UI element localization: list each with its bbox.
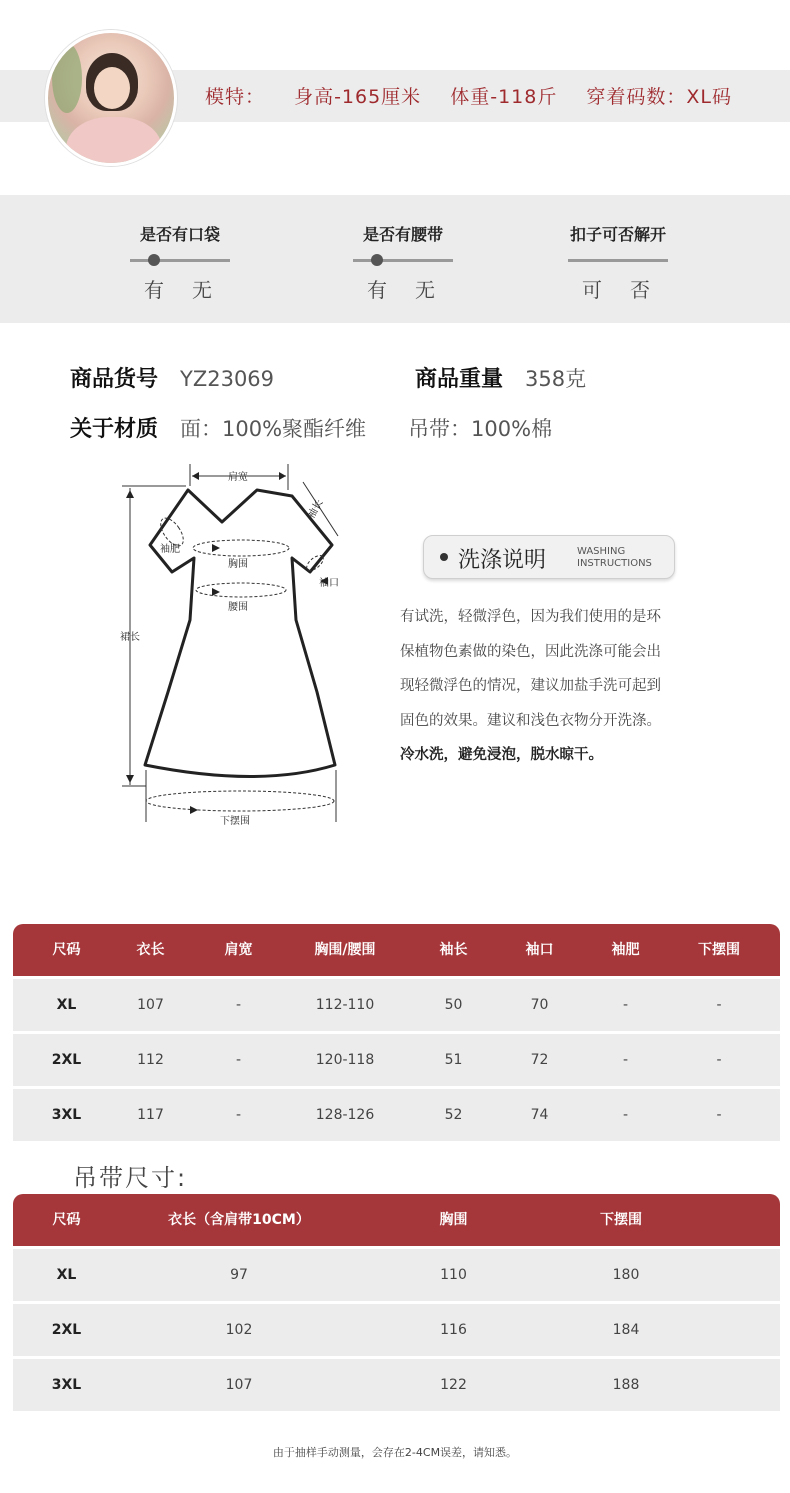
arrow-heads (126, 472, 328, 814)
label-dress-length: 裙长 (120, 632, 140, 643)
material-row (70, 412, 552, 443)
option-slider (568, 259, 668, 262)
table-cell: 122 (440, 1377, 467, 1393)
table-row (13, 1089, 780, 1141)
table-cell: - (622, 997, 629, 1013)
sku-value: YZ23069 (180, 367, 275, 391)
table-cell: 3XL (51, 1377, 82, 1393)
option-buttons (553, 222, 683, 303)
model-height: 身高-165厘米 (294, 86, 422, 108)
table-cell: 110 (440, 1267, 467, 1283)
table-cell: 128-126 (315, 1107, 375, 1123)
strap-size-table (13, 1194, 780, 1411)
label-waist: 腰围 (228, 602, 248, 613)
table-cell: XL (56, 1267, 77, 1283)
header-cell: 胸围 (439, 1212, 468, 1228)
option-question: 扣子可否解开 (569, 225, 666, 244)
dress-outline (145, 490, 335, 777)
table-cell: 107 (137, 997, 164, 1013)
washing-bold-line: 冷水洗，避免浸泡，脱水晾干。 (400, 747, 603, 763)
table-cell: - (235, 997, 242, 1013)
header-cell: 胸围/腰围 (314, 942, 376, 958)
washing-en-line1: WASHING (577, 546, 626, 557)
table-cell: 116 (440, 1322, 467, 1338)
label-hem: 下摆围 (220, 816, 250, 827)
strap-table-header (13, 1194, 780, 1246)
option-question: 是否有口袋 (139, 225, 220, 244)
table-row (13, 1249, 780, 1301)
table-cell: 102 (225, 1322, 253, 1338)
header-cell: 袖长 (439, 942, 468, 958)
table-cell: - (716, 1052, 722, 1068)
table-cell: - (622, 1107, 629, 1123)
table-cell: 184 (612, 1322, 640, 1338)
header-cell: 下摆围 (600, 1212, 642, 1228)
table-cell: 97 (230, 1267, 248, 1283)
material-face: 面：100%聚酯纤维 (180, 417, 367, 441)
table-cell: 3XL (51, 1107, 82, 1123)
option-slider (130, 259, 230, 262)
table-cell: 112-110 (315, 997, 375, 1013)
table-cell: 107 (225, 1377, 253, 1393)
table-cell: 50 (444, 997, 463, 1013)
header-cell: 衣长 (136, 942, 165, 958)
label-shoulder: 肩宽 (228, 472, 248, 483)
washing-line: 有试洗，轻微浮色，因为我们使用的是环 (400, 609, 661, 625)
header-cell: 下摆围 (698, 942, 740, 958)
table-cell: - (716, 997, 722, 1013)
bullet-icon (440, 553, 448, 561)
material-label: 关于材质 (70, 417, 159, 442)
option-answer: 有 (144, 278, 168, 302)
label-sleeve-length: 袖长 (306, 497, 326, 521)
table-row (13, 1359, 780, 1411)
table-cell: 70 (530, 997, 549, 1013)
model-photo (45, 30, 177, 166)
size-table-header (13, 924, 780, 976)
option-slider (353, 259, 453, 262)
washing-title: 洗涤说明 (458, 548, 547, 573)
table-cell: 2XL (51, 1052, 82, 1068)
weight-label: 商品重量 (415, 367, 504, 392)
option-pocket (115, 222, 245, 303)
sku-row (70, 362, 274, 393)
strap-size-title: 吊带尺寸: (73, 1164, 188, 1192)
table-cell: - (235, 1052, 242, 1068)
model-size: 穿着码数：XL码 (586, 86, 733, 108)
table-cell: XL (56, 997, 77, 1013)
table-row (13, 979, 780, 1031)
washing-line: 固色的效果。建议和浅色衣物分开洗涤。 (400, 712, 661, 729)
table-cell: 188 (612, 1377, 640, 1393)
washing-en-line2: INSTRUCTIONS (577, 558, 652, 569)
slider-knob (148, 254, 160, 266)
table-cell: 2XL (51, 1322, 82, 1338)
label-cuff: 袖口 (319, 578, 339, 589)
option-question: 是否有腰带 (362, 225, 443, 244)
table-cell: 180 (612, 1267, 640, 1283)
model-info (205, 82, 754, 109)
header-cell: 尺码 (52, 942, 81, 958)
weight-row (415, 362, 586, 393)
option-answer: 可 (582, 278, 606, 302)
option-answer: 否 (630, 278, 654, 302)
washing-text (400, 600, 710, 773)
header-cell: 袖肥 (611, 942, 640, 958)
label-bicep: 袖肥 (160, 544, 180, 555)
table-cell: 112 (137, 1052, 164, 1068)
table-cell: 72 (530, 1052, 549, 1068)
table-row (13, 1304, 780, 1356)
slider-knob (371, 254, 383, 266)
washing-en-title (577, 546, 652, 570)
table-row (13, 1034, 780, 1086)
header-cell: 肩宽 (224, 942, 253, 958)
label-chest: 胸围 (228, 559, 248, 570)
table-cell: 120-118 (315, 1052, 375, 1068)
table-cell: 74 (530, 1107, 549, 1123)
table-cell: - (235, 1107, 242, 1123)
model-label: 模特： (205, 86, 266, 108)
model-weight: 体重-118斤 (450, 86, 558, 108)
measurement-note: 由于抽样手动测量，会存在2-4CM误差，请知悉。 (272, 1446, 518, 1459)
size-table (13, 924, 780, 1141)
table-cell: 117 (137, 1107, 164, 1123)
table-cell: - (622, 1052, 629, 1068)
option-answer: 有 (367, 278, 391, 302)
table-cell: 52 (444, 1107, 463, 1123)
weight-value: 358克 (525, 367, 587, 391)
header-cell: 尺码 (52, 1212, 81, 1228)
washing-line: 现轻微浮色的情况，建议加盐手洗可起到 (400, 678, 661, 694)
material-strap: 吊带：100%棉 (408, 417, 553, 441)
washing-line: 保植物色素做的染色，因此洗涤可能会出 (400, 643, 661, 660)
sku-label: 商品货号 (70, 367, 159, 392)
option-answer: 无 (415, 278, 439, 302)
header-cell: 袖口 (525, 942, 554, 958)
table-cell: 51 (444, 1052, 463, 1068)
option-belt (338, 222, 468, 303)
table-cell: - (716, 1107, 722, 1123)
dress-measurement-diagram (110, 460, 370, 830)
header-cell: 衣长（含肩带10CM） (168, 1212, 310, 1228)
washing-header (423, 535, 675, 579)
option-answer: 无 (192, 278, 216, 302)
